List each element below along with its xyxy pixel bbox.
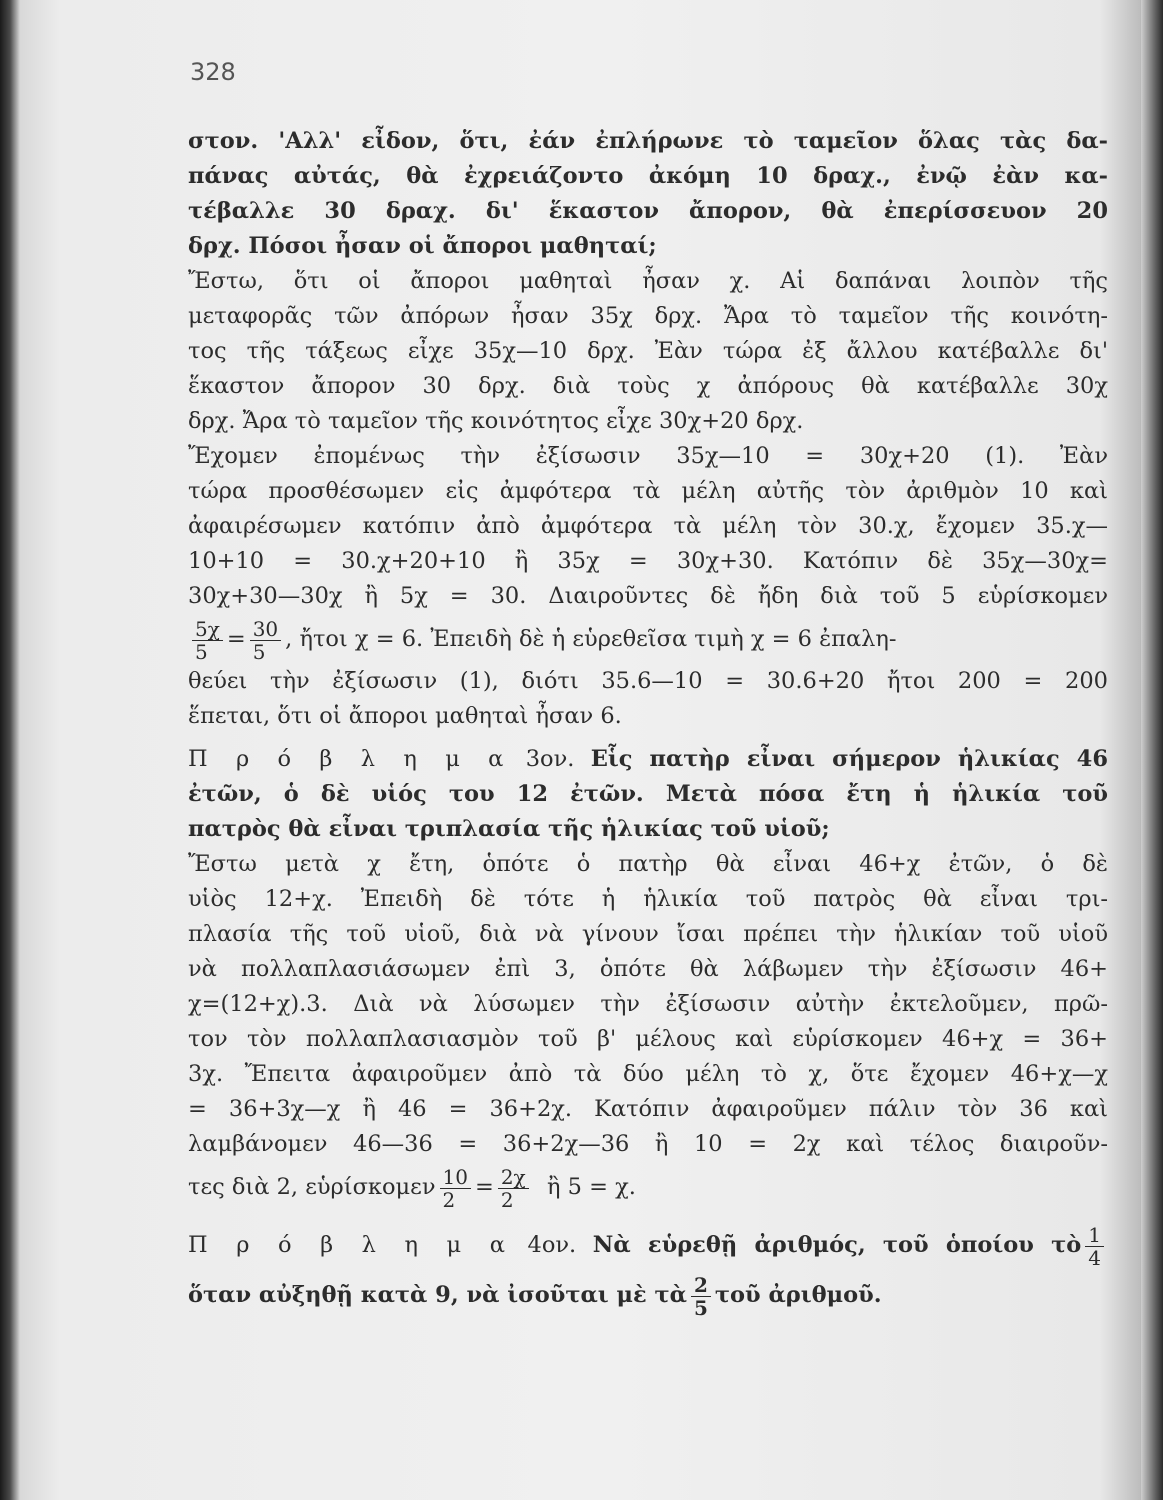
denominator: 2 xyxy=(442,1187,456,1212)
text-line: τέβαλλε 30 δραχ. δι' ἕκαστον ἄπορον, θὰ ἐπερίσσευον 20 xyxy=(188,198,1108,224)
denominator: 4 xyxy=(1088,1245,1102,1270)
problem-3-heading xyxy=(188,742,1108,777)
fraction xyxy=(1085,1224,1104,1269)
problem-number: 4ον. xyxy=(527,1232,577,1258)
problem-text: Εἷς πατὴρ εἶναι σήμερον ἡλικίας 46 xyxy=(590,746,1108,772)
fraction-line xyxy=(188,614,1108,664)
numerator: 1 xyxy=(1085,1224,1104,1247)
fraction-line xyxy=(188,1162,1108,1212)
text-line: = 36+3χ—χ ἢ 46 = 36+2χ. Κατόπιν ἀφαιροῦμεν πάλιν τὸν 36 καὶ xyxy=(188,1096,1108,1122)
fraction xyxy=(498,1166,529,1211)
text-line: υἱὸς 12+χ. Ἐπειδὴ δὲ τότε ἡ ἡλικία τοῦ πατρὸς θὰ εἶναι τρι- xyxy=(188,886,1108,912)
text-line: στον. 'Αλλ' εἶδον, ὅτι, ἐάν ἐπλήρωνε τὸ ταμεῖον ὅλας τὰς δα- xyxy=(188,128,1108,154)
numerator: 2χ xyxy=(498,1166,529,1189)
fraction xyxy=(250,618,281,663)
text-line: ἀφαιρέσωμεν κατόπιν ἀπὸ ἀμφότερα τὰ μέλη τὸν 30.χ, ἔχομεν 35.χ— xyxy=(188,513,1108,539)
text-run: ὅταν αὐξηθῇ κατὰ 9, νὰ ἰσοῦται μὲ τὰ xyxy=(188,1282,687,1308)
denominator: 5 xyxy=(195,639,208,664)
page-number: 328 xyxy=(190,58,236,86)
problem-label: Π ρ ό β λ η μ α xyxy=(188,746,510,772)
text-line: Ἔστω, ὅτι οἱ ἄποροι μαθηταὶ ἦσαν χ. Αἱ δαπάναι λοιπὸν τῆς xyxy=(188,268,1108,294)
text-line: τον τὸν πολλαπλασιασμὸν τοῦ β' μέλους καὶ εὑρίσκομεν 46+χ = 36+ xyxy=(188,1026,1108,1052)
problem-label: Π ρ ό β λ η μ α xyxy=(188,1232,511,1258)
text-line: λαμβάνομεν 46—36 = 36+2χ—36 ἢ 10 = 2χ καὶ τέλος διαιροῦν- xyxy=(188,1131,1108,1157)
text-line: πλασία τῆς τοῦ υἱοῦ, διὰ νὰ γίνουν ἴσαι πρέπει τὴν ἡλικίαν τοῦ υἱοῦ xyxy=(188,921,1108,947)
text-line: ἕκαστον ἄπορον 30 δρχ. διὰ τοὺς χ ἀπόρους θὰ κατέβαλλε 30χ xyxy=(188,373,1108,399)
text-line: μεταφορᾶς τῶν ἀπόρων ἦσαν 35χ δρχ. Ἄρα τὸ ταμεῖον τῆς κοινότη- xyxy=(188,303,1108,329)
book-binding xyxy=(1141,0,1163,1500)
text-line: Ἔχομεν ἐπομένως τὴν ἐξίσωσιν 35χ—10 = 30χ+20 (1). Ἐὰν xyxy=(188,443,1108,469)
text-line: πάνας αὐτάς, θὰ ἐχρειάζοντο ἀκόμη 10 δραχ., ἐνῷ ἐὰν κα- xyxy=(188,163,1108,189)
problem-4-heading xyxy=(188,1220,1108,1270)
text-line: 30χ+30—30χ ἢ 5χ = 30. Διαιροῦντες δὲ ἤδη διὰ τοῦ 5 εὑρίσκομεν xyxy=(188,583,1108,609)
equals-sign: = xyxy=(474,1174,494,1200)
numerator: 10 xyxy=(440,1166,471,1189)
problem-text: Νὰ εὑρεθῇ ἀριθμός, τοῦ ὁποίου τὸ xyxy=(592,1232,1082,1258)
text-line: ἕπεται, ὅτι οἱ ἄποροι μαθηταὶ ἦσαν 6. xyxy=(188,703,622,729)
numerator: 30 xyxy=(250,618,281,641)
text-line: 3χ. Ἔπειτα ἀφαιροῦμεν ἀπὸ τὰ δύο μέλη τὸ χ, ὅτε ἔχομεν 46+χ—χ xyxy=(188,1061,1108,1087)
text-line: θεύει τὴν ἐξίσωσιν (1), διότι 35.6—10 = 30.6+20 ἤτοι 200 = 200 xyxy=(188,668,1108,694)
text-run: , ἤτοι χ = 6. Ἐπειδὴ δὲ ἡ εὑρεθεῖσα τιμὴ χ = 6 ἐπαλη- xyxy=(285,626,897,652)
problem-4-text-line xyxy=(188,1270,1108,1320)
text-line: νὰ πολλαπλασιάσωμεν ἐπὶ 3, ὁπότε θὰ λάβωμεν τὴν ἐξίσωσιν 46+ xyxy=(188,956,1108,982)
text-run: ἢ 5 = χ. xyxy=(546,1174,636,1200)
text-line: τος τῆς τάξεως εἶχε 35χ—10 δρχ. Ἐὰν τώρα ἐξ ἄλλου κατέβαλλε δι' xyxy=(188,338,1108,364)
fraction xyxy=(691,1274,711,1319)
text-line: ἐτῶν, ὁ δὲ υἱός του 12 ἐτῶν. Μετὰ πόσα ἔτη ἡ ἡλικία τοῦ xyxy=(188,781,1108,807)
numerator: 2 xyxy=(691,1274,711,1297)
text-run: τες διὰ 2, εὑρίσκομεν xyxy=(188,1174,436,1200)
denominator: 5 xyxy=(252,639,266,664)
text-line: πατρὸς θὰ εἶναι τριπλασία τῆς ἡλικίας τοῦ υἱοῦ; xyxy=(188,816,830,842)
text-line: τώρα προσθέσωμεν εἰς ἀμφότερα τὰ μέλη αὐτῆς τὸν ἀριθμὸν 10 καὶ xyxy=(188,478,1108,504)
equals-sign: = xyxy=(226,626,246,652)
text-line: Ἔστω μετὰ χ ἔτη, ὁπότε ὁ πατὴρ θὰ εἶναι 46+χ ἐτῶν, ὁ δὲ xyxy=(188,851,1108,877)
numerator: 5χ xyxy=(192,618,223,641)
text-line: χ=(12+χ).3. Διὰ νὰ λύσωμεν τὴν ἐξίσωσιν αὐτὴν ἐκτελοῦμεν, πρῶ- xyxy=(188,991,1108,1017)
fraction xyxy=(440,1166,471,1211)
denominator: 2 xyxy=(500,1187,514,1212)
text-line: δρχ. Πόσοι ἦσαν οἱ ἄποροι μαθηταί; xyxy=(188,233,657,259)
text-line: 10+10 = 30.χ+20+10 ἢ 35χ = 30χ+30. Κατόπιν δὲ 35χ—30χ= xyxy=(188,548,1108,574)
problem-number: 3ον. xyxy=(525,746,575,772)
text-run: τοῦ ἀριθμοῦ. xyxy=(714,1282,882,1308)
denominator: 5 xyxy=(693,1295,708,1320)
text-line: δρχ. Ἄρα τὸ ταμεῖον τῆς κοινότητος εἶχε 30χ+20 δρχ. xyxy=(188,408,804,434)
page-text xyxy=(188,124,1108,1320)
fraction xyxy=(192,618,223,663)
